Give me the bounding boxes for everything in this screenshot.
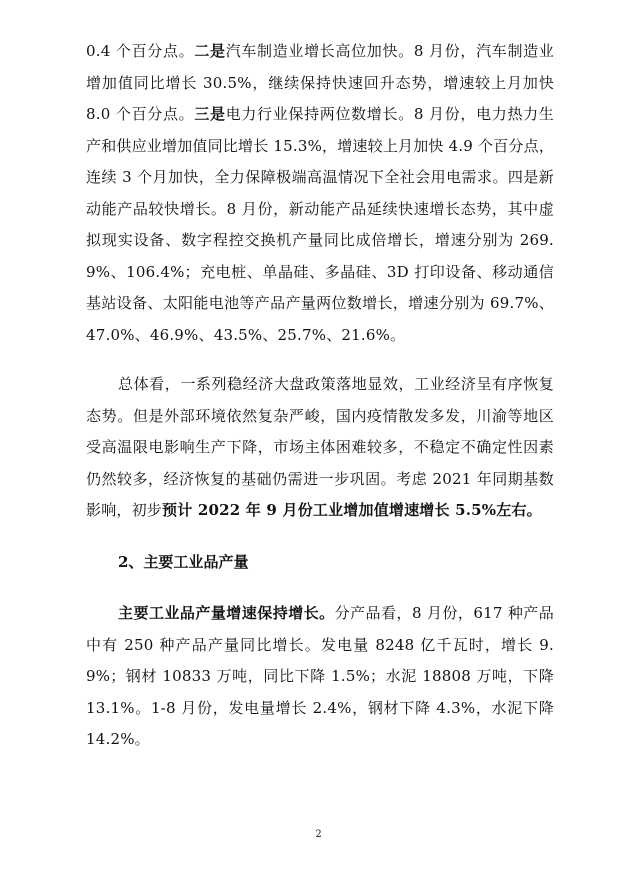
bold-lead-sentence: 主要工业品产量增速保持增长。 xyxy=(118,604,335,622)
paragraph-industry-growth xyxy=(86,36,554,351)
paragraph-overall-outlook xyxy=(86,369,554,527)
page-number: 2 xyxy=(315,829,322,840)
paragraph-spacer xyxy=(86,351,554,369)
text-segment: 电力行业保持两位数增长。8 月份，电力热力生产和供应业增加值同比增长 15.3%，增速较上月加快 4.9 个百分点，连续 3 个月加快，全力保障极端高温情况下全社会用电需求。四是新动能产品较快增长。8 月份，新动能产品延续快速增长态势，其中虚拟现实设备、数字程控交换机产量同比成倍增长，增速分别为 269.9%、106.4%；充电桩、单晶硅、多晶硅、3D 打印设备、移动通信基站设备、太阳能电池等产品产量两位数增长，增速分别为 69.7%、47.0%、46.9%、43.5%、25.7%、21.6%。 xyxy=(86,105,555,344)
text-segment: 总体看，一系列稳经济大盘政策落地显效，工业经济呈有序恢复态势。但是外部环境依然复杂严峻，国内疫情散发多发，川渝等地区受高温限电影响生产下降，市场主体困难较多，不稳定不确定性因素仍然较多，经济恢复的基础仍需进一步巩固。考虑 2021 年同期基数影响，初步 xyxy=(86,375,554,519)
bold-marker-third: 三是 xyxy=(194,105,226,123)
bold-marker-second: 二是 xyxy=(194,42,226,60)
text-segment: 汽车制造业增长高位加快。8 月份，汽车制造业增加值同比增长 30.5%，继续保持快速回升态势，增速较上月加快 8.0 个百分点。 xyxy=(86,42,554,123)
section-heading: 2、主要工业品产量 xyxy=(118,552,249,571)
section-spacer xyxy=(86,527,554,547)
bold-forecast: 预计 2022 年 9 月份工业增加值增速增长 5.5%左右。 xyxy=(162,501,542,519)
text-segment: 0.4 个百分点。 xyxy=(86,42,195,60)
section-spacer xyxy=(86,578,554,598)
text-segment: 分产品看，8 月份，617 种产品中有 250 种产品产量同比增长。发电量 8248 亿千瓦时，增长 9.9%；钢材 10833 万吨，同比下降 1.5%；水泥 18808 万吨，下降 13.1%。1-8 月份，发电量增长 2.4%，钢材下降 4.3%，水泥下降 14.2%。 xyxy=(86,604,554,748)
paragraph-product-output xyxy=(86,598,554,756)
document-body xyxy=(86,36,554,756)
